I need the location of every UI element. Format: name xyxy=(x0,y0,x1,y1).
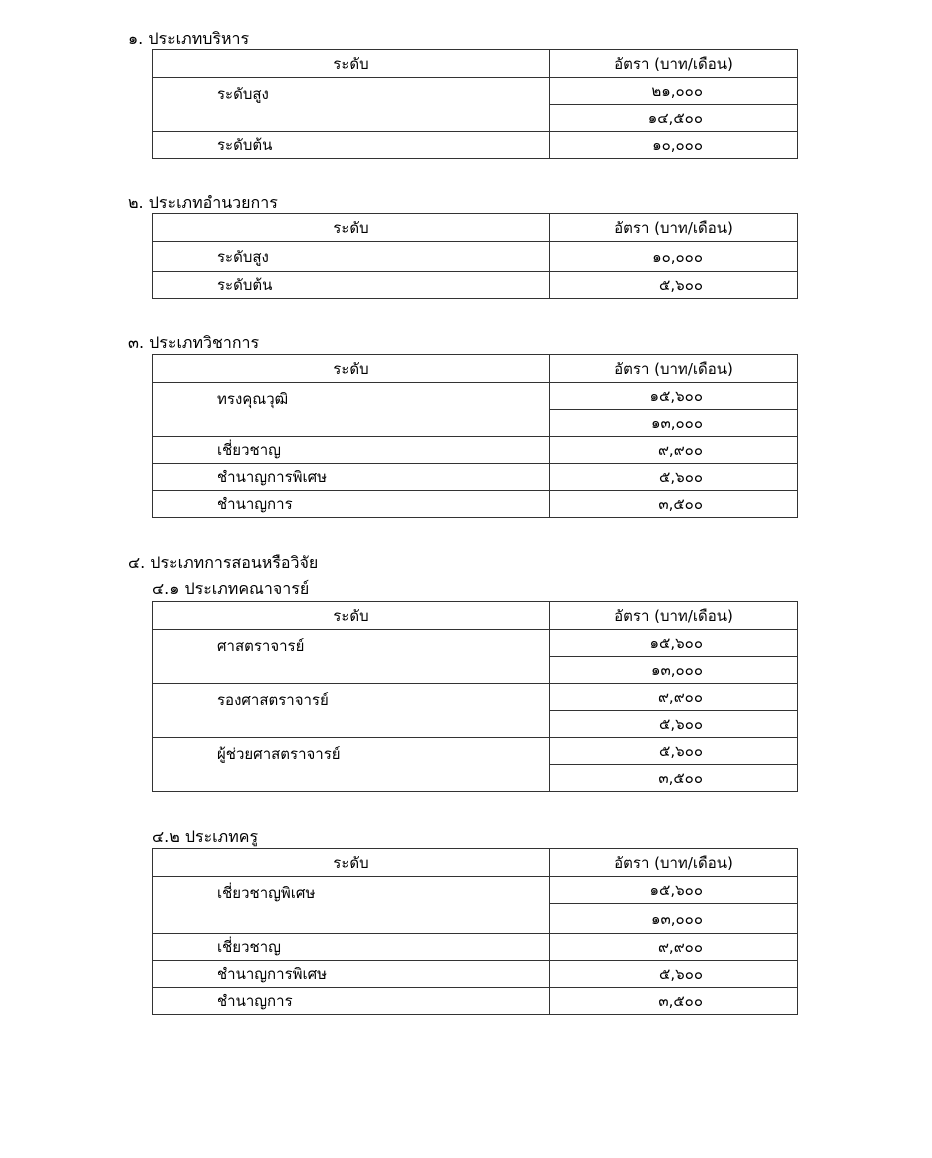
table-row xyxy=(153,132,798,159)
level-column-header: ระดับ xyxy=(153,602,550,630)
rate-column-header: อัตรา (บาท/เดือน) xyxy=(550,50,798,78)
section-3-heading: ๓. ประเภทวิชาการ xyxy=(128,333,260,352)
section-3-table xyxy=(152,354,798,518)
table-row xyxy=(153,877,798,904)
rate-cell: ๕,๖๐๐ xyxy=(550,738,798,765)
section-4-2-table xyxy=(152,848,798,1015)
rate-cell: ๑๕,๖๐๐ xyxy=(550,877,798,904)
level-cell: ศาสตราจารย์ xyxy=(153,630,550,684)
level-cell: ชำนาญการพิเศษ xyxy=(153,464,550,491)
table-header-row xyxy=(153,50,798,78)
rate-cell: ๑๕,๖๐๐ xyxy=(550,630,798,657)
level-cell: เชี่ยวชาญพิเศษ xyxy=(153,877,550,934)
rate-column-header: อัตรา (บาท/เดือน) xyxy=(550,602,798,630)
level-column-header: ระดับ xyxy=(153,50,550,78)
section-4-1-heading: ๔.๑ ประเภทคณาจารย์ xyxy=(152,579,310,598)
level-cell: ระดับต้น xyxy=(153,132,550,159)
rate-cell: ๑๐,๐๐๐ xyxy=(550,242,798,272)
level-cell: ชำนาญการพิเศษ xyxy=(153,961,550,988)
section-4-2-heading: ๔.๒ ประเภทครู xyxy=(152,827,259,846)
rate-column-header: อัตรา (บาท/เดือน) xyxy=(550,849,798,877)
rate-column-header: อัตรา (บาท/เดือน) xyxy=(550,214,798,242)
level-cell: เชี่ยวชาญ xyxy=(153,934,550,961)
rate-cell: ๑๓,๐๐๐ xyxy=(550,904,798,934)
level-cell: ระดับต้น xyxy=(153,272,550,299)
level-column-header: ระดับ xyxy=(153,849,550,877)
table-row xyxy=(153,684,798,711)
level-cell: ชำนาญการ xyxy=(153,988,550,1015)
rate-cell: ๑๐,๐๐๐ xyxy=(550,132,798,159)
rate-cell: ๑๓,๐๐๐ xyxy=(550,657,798,684)
section-2-heading: ๒. ประเภทอำนวยการ xyxy=(128,193,278,212)
table-row xyxy=(153,78,798,105)
rate-cell: ๙,๙๐๐ xyxy=(550,684,798,711)
table-row xyxy=(153,464,798,491)
section-1-heading: ๑. ประเภทบริหาร xyxy=(128,29,250,48)
table-header-row xyxy=(153,355,798,383)
rate-column-header: อัตรา (บาท/เดือน) xyxy=(550,355,798,383)
table-row xyxy=(153,491,798,518)
table-row xyxy=(153,242,798,272)
level-column-header: ระดับ xyxy=(153,355,550,383)
rate-cell: ๕,๖๐๐ xyxy=(550,464,798,491)
table-row xyxy=(153,738,798,765)
table-header-row xyxy=(153,602,798,630)
section-2-table xyxy=(152,213,798,299)
rate-cell: ๑๓,๐๐๐ xyxy=(550,410,798,437)
table-row xyxy=(153,988,798,1015)
level-cell: ชำนาญการ xyxy=(153,491,550,518)
table-row xyxy=(153,961,798,988)
rate-cell: ๑๔,๕๐๐ xyxy=(550,105,798,132)
table-row xyxy=(153,934,798,961)
rate-cell: ๙,๙๐๐ xyxy=(550,934,798,961)
rate-cell: ๒๑,๐๐๐ xyxy=(550,78,798,105)
table-row xyxy=(153,630,798,657)
rate-cell: ๓,๕๐๐ xyxy=(550,988,798,1015)
rate-cell: ๕,๖๐๐ xyxy=(550,272,798,299)
rate-cell: ๓,๕๐๐ xyxy=(550,491,798,518)
rate-cell: ๓,๕๐๐ xyxy=(550,765,798,792)
section-4-heading: ๔. ประเภทการสอนหรือวิจัย xyxy=(128,553,319,572)
level-cell: รองศาสตราจารย์ xyxy=(153,684,550,738)
level-cell: ผู้ช่วยศาสตราจารย์ xyxy=(153,738,550,792)
section-1-table xyxy=(152,49,798,159)
table-header-row xyxy=(153,214,798,242)
table-row xyxy=(153,437,798,464)
table-header-row xyxy=(153,849,798,877)
rate-cell: ๕,๖๐๐ xyxy=(550,961,798,988)
level-cell: ระดับสูง xyxy=(153,242,550,272)
rate-cell: ๑๕,๖๐๐ xyxy=(550,383,798,410)
rate-cell: ๕,๖๐๐ xyxy=(550,711,798,738)
level-column-header: ระดับ xyxy=(153,214,550,242)
rate-cell: ๙,๙๐๐ xyxy=(550,437,798,464)
level-cell: ทรงคุณวุฒิ xyxy=(153,383,550,437)
level-cell: เชี่ยวชาญ xyxy=(153,437,550,464)
level-cell: ระดับสูง xyxy=(153,78,550,132)
table-row xyxy=(153,272,798,299)
table-row xyxy=(153,383,798,410)
section-4-1-table xyxy=(152,601,798,792)
